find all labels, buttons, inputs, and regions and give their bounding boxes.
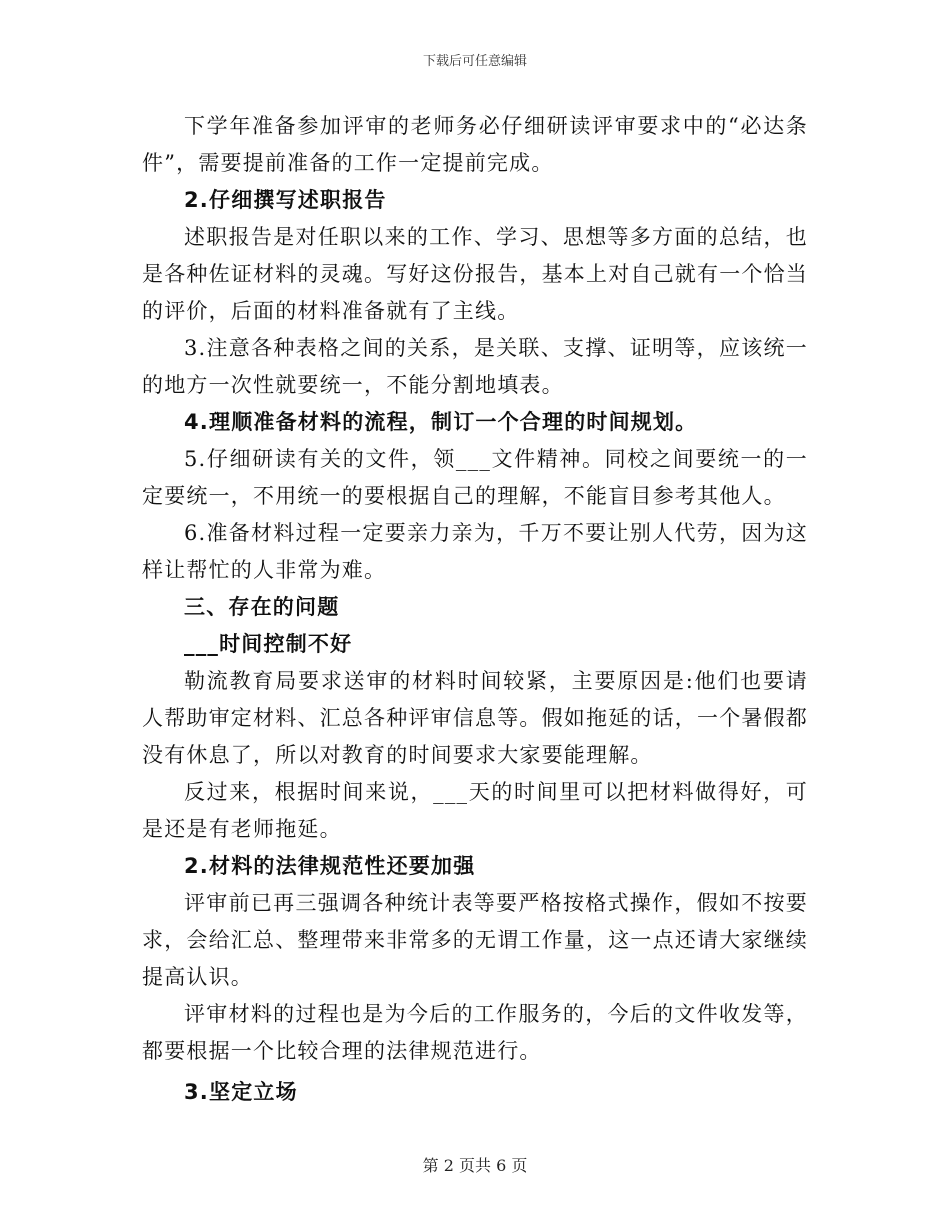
- paragraph: 评审材料的过程也是为今后的工作服务的，今后的文件收发等，都要根据一个比较合理的法律规范进行。: [142, 1002, 808, 1063]
- section-heading: ___时间控制不好: [184, 632, 353, 656]
- section-heading: 2.仔细撰写述职报告: [184, 188, 387, 212]
- paragraph: 述职报告是对任职以来的工作、学习、思想等多方面的总结，也是各种佐证材料的灵魂。写好这份报告，基本上对自己就有一个恰当的评价，后面的材料准备就有了主线。: [142, 225, 808, 323]
- section-heading: 2.材料的法律规范性还要加强: [184, 854, 476, 878]
- paragraph: 反过来，根据时间来说，___天的时间里可以把材料做得好，可是还是有老师拖延。: [142, 780, 808, 841]
- paragraph: 3.注意各种表格之间的关系，是关联、支撑、证明等，应该统一的地方一次性就要统一，不能分割地填表。: [142, 336, 808, 397]
- section-heading: 4.理顺准备材料的流程，制订一个合理的时间规划。: [184, 410, 698, 434]
- section-heading: 3.坚定立场: [184, 1080, 298, 1104]
- page-footer: 第 2 页共 6 页: [422, 1156, 528, 1175]
- page-header: 下载后可任意编辑: [422, 54, 527, 69]
- paragraph: 5.仔细研读有关的文件，领___文件精神。同校之间要统一的一定要统一，不用统一的要根据自己的理解，不能盲目参考其他人。: [142, 447, 808, 508]
- paragraph: 6.准备材料过程一定要亲力亲为，千万不要让别人代劳，因为这样让帮忙的人非常为难。: [142, 521, 808, 582]
- paragraph: 评审前已再三强调各种统计表等要严格按格式操作，假如不按要求，会给汇总、整理带来非常多的无谓工作量，这一点还请大家继续提高认识。: [142, 891, 808, 989]
- paragraph: 勒流教育局要求送审的材料时间较紧，主要原因是:他们也要请人帮助审定材料、汇总各种评审信息等。假如拖延的话，一个暑假都没有休息了，所以对教育的时间要求大家要能理解。: [142, 669, 808, 767]
- paragraph: 下学年准备参加评审的老师务必仔细研读评审要求中的“必达条件”，需要提前准备的工作一定提前完成。: [142, 114, 808, 175]
- section-heading: 三、存在的问题: [184, 595, 340, 619]
- document-body: [142, 108, 808, 1111]
